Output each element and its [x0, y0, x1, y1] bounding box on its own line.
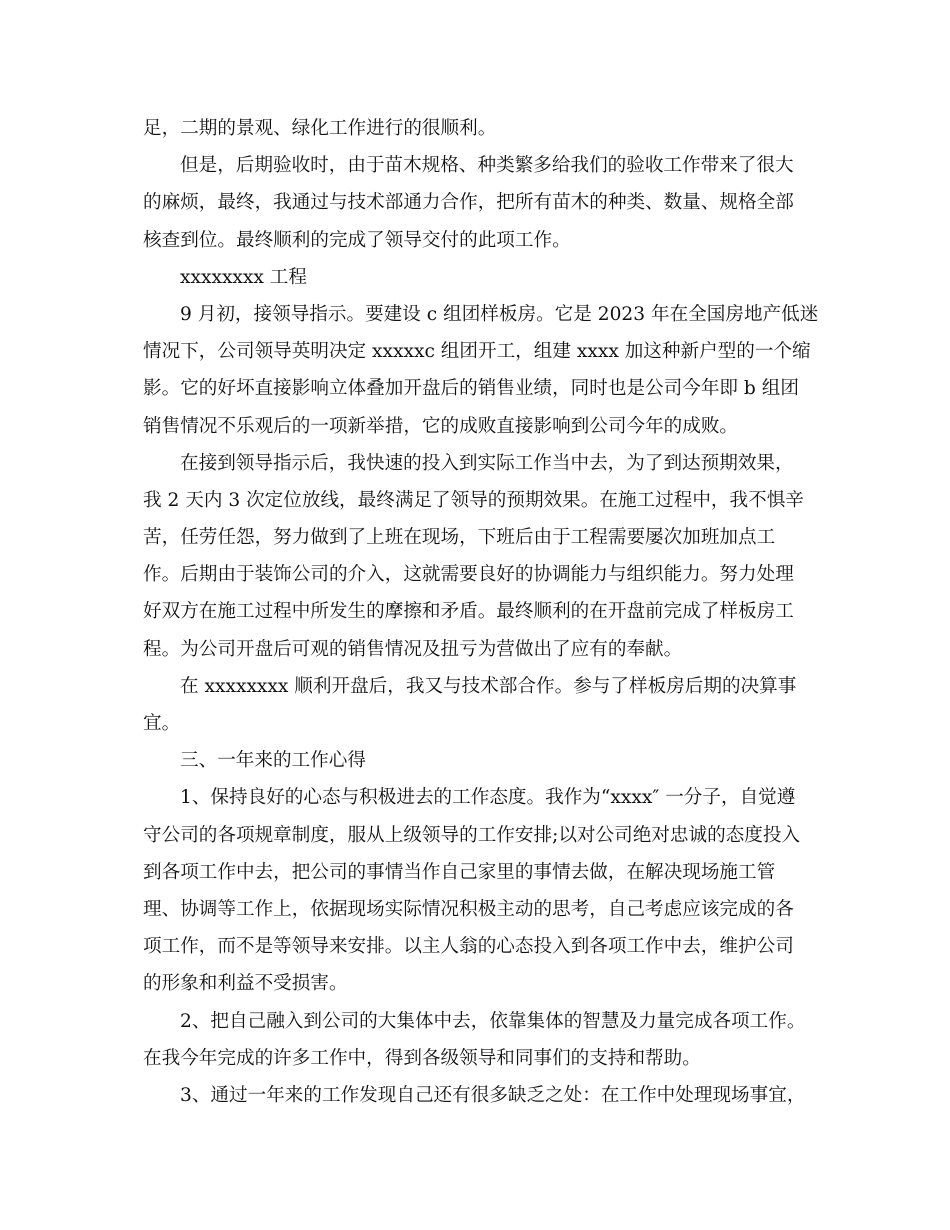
section-heading: xxxxxxxx 工程 — [180, 266, 307, 288]
text-line: 到各项工作中去，把公司的事情当作自己家里的事情去做，在解决现场施工管 — [143, 861, 776, 883]
text-line: 宜。 — [143, 713, 181, 734]
text-line: 的形象和利益不受损害。 — [143, 973, 348, 995]
text-line: 理、协调等工作上，依据现场实际情况积极主动的思考，自己考虑应该完成的各 — [143, 898, 794, 920]
text-line: 的麻烦，最终，我通过与技术部通力合作，把所有苗木的种类、数量、规格全部 — [143, 192, 794, 214]
paragraph-line: 2、把自己融入到公司的大集体中去，依靠集体的智慧及力量完成各项工作。 — [180, 1010, 806, 1032]
paragraph-line: 1、保持良好的心态与积极进去的工作态度。我作为“xxxx″ 一分子，自觉遵 — [180, 787, 796, 809]
text-line: 程。为公司开盘后可观的销售情况及扭亏为营做出了应有的奉献。 — [143, 638, 683, 660]
text-line: 足，二期的景观、绿化工作进行的很顺利。 — [143, 118, 497, 139]
paragraph-line: 在接到领导指示后，我快速的投入到实际工作当中去，为了到达预期效果， — [180, 452, 794, 474]
text-line: 影。它的好坏直接影响立体叠加开盘后的销售业绩，同时也是公司今年即 b 组团 — [143, 378, 799, 400]
text-line: 在我今年完成的许多工作中，得到各级领导和同事们的支持和帮助。 — [143, 1047, 701, 1069]
paragraph-line: 但是，后期验收时，由于苗木规格、种类繁多给我们的验收工作带来了很大 — [180, 155, 794, 177]
text-line: 项工作，而不是等领导来安排。以主人翁的心态投入到各项工作中去，维护公司 — [143, 936, 794, 958]
text-line: 我 2 天内 3 次定位放线，最终满足了领导的预期效果。在施工过程中，我不惧辛 — [143, 489, 804, 511]
text-line: 核查到位。最终顺利的完成了领导交付的此项工作。 — [143, 229, 571, 251]
section-heading: 三、一年来的工作心得 — [180, 750, 366, 772]
text-line: 销售情况不乐观后的一项新举措，它的成败直接影响到公司今年的成败。 — [143, 415, 739, 437]
document-page — [143, 110, 819, 1114]
paragraph-line: 9 月初，接领导指示。要建设 c 组团样板房。它是 2023 年在全国房地产低迷 — [180, 303, 819, 325]
paragraph-line: 3、通过一年来的工作发现自己还有很多缺乏之处：在工作中处理现场事宜， — [180, 1084, 806, 1106]
text-line: 作。后期由于装饰公司的介入，这就需要良好的协调能力与组织能力。努力处理 — [143, 564, 794, 586]
text-line: 苦，任劳任怨，努力做到了上班在现场，下班后由于工程需要屡次加班加点工 — [143, 527, 776, 549]
text-line: 守公司的各项规章制度，服从上级领导的工作安排;以对公司绝对忠诚的态度投入 — [143, 824, 801, 846]
text-line: 情况下，公司领导英明决定 xxxxxc 组团开工，组建 xxxx 加这种新户型的一个缩 — [143, 341, 811, 363]
text-line: 好双方在施工过程中所发生的摩擦和矛盾。最终顺利的在开盘前完成了样板房工 — [143, 601, 794, 623]
paragraph-line: 在 xxxxxxxx 顺利开盘后，我又与技术部合作。参与了样板房后期的决算事 — [180, 675, 797, 697]
